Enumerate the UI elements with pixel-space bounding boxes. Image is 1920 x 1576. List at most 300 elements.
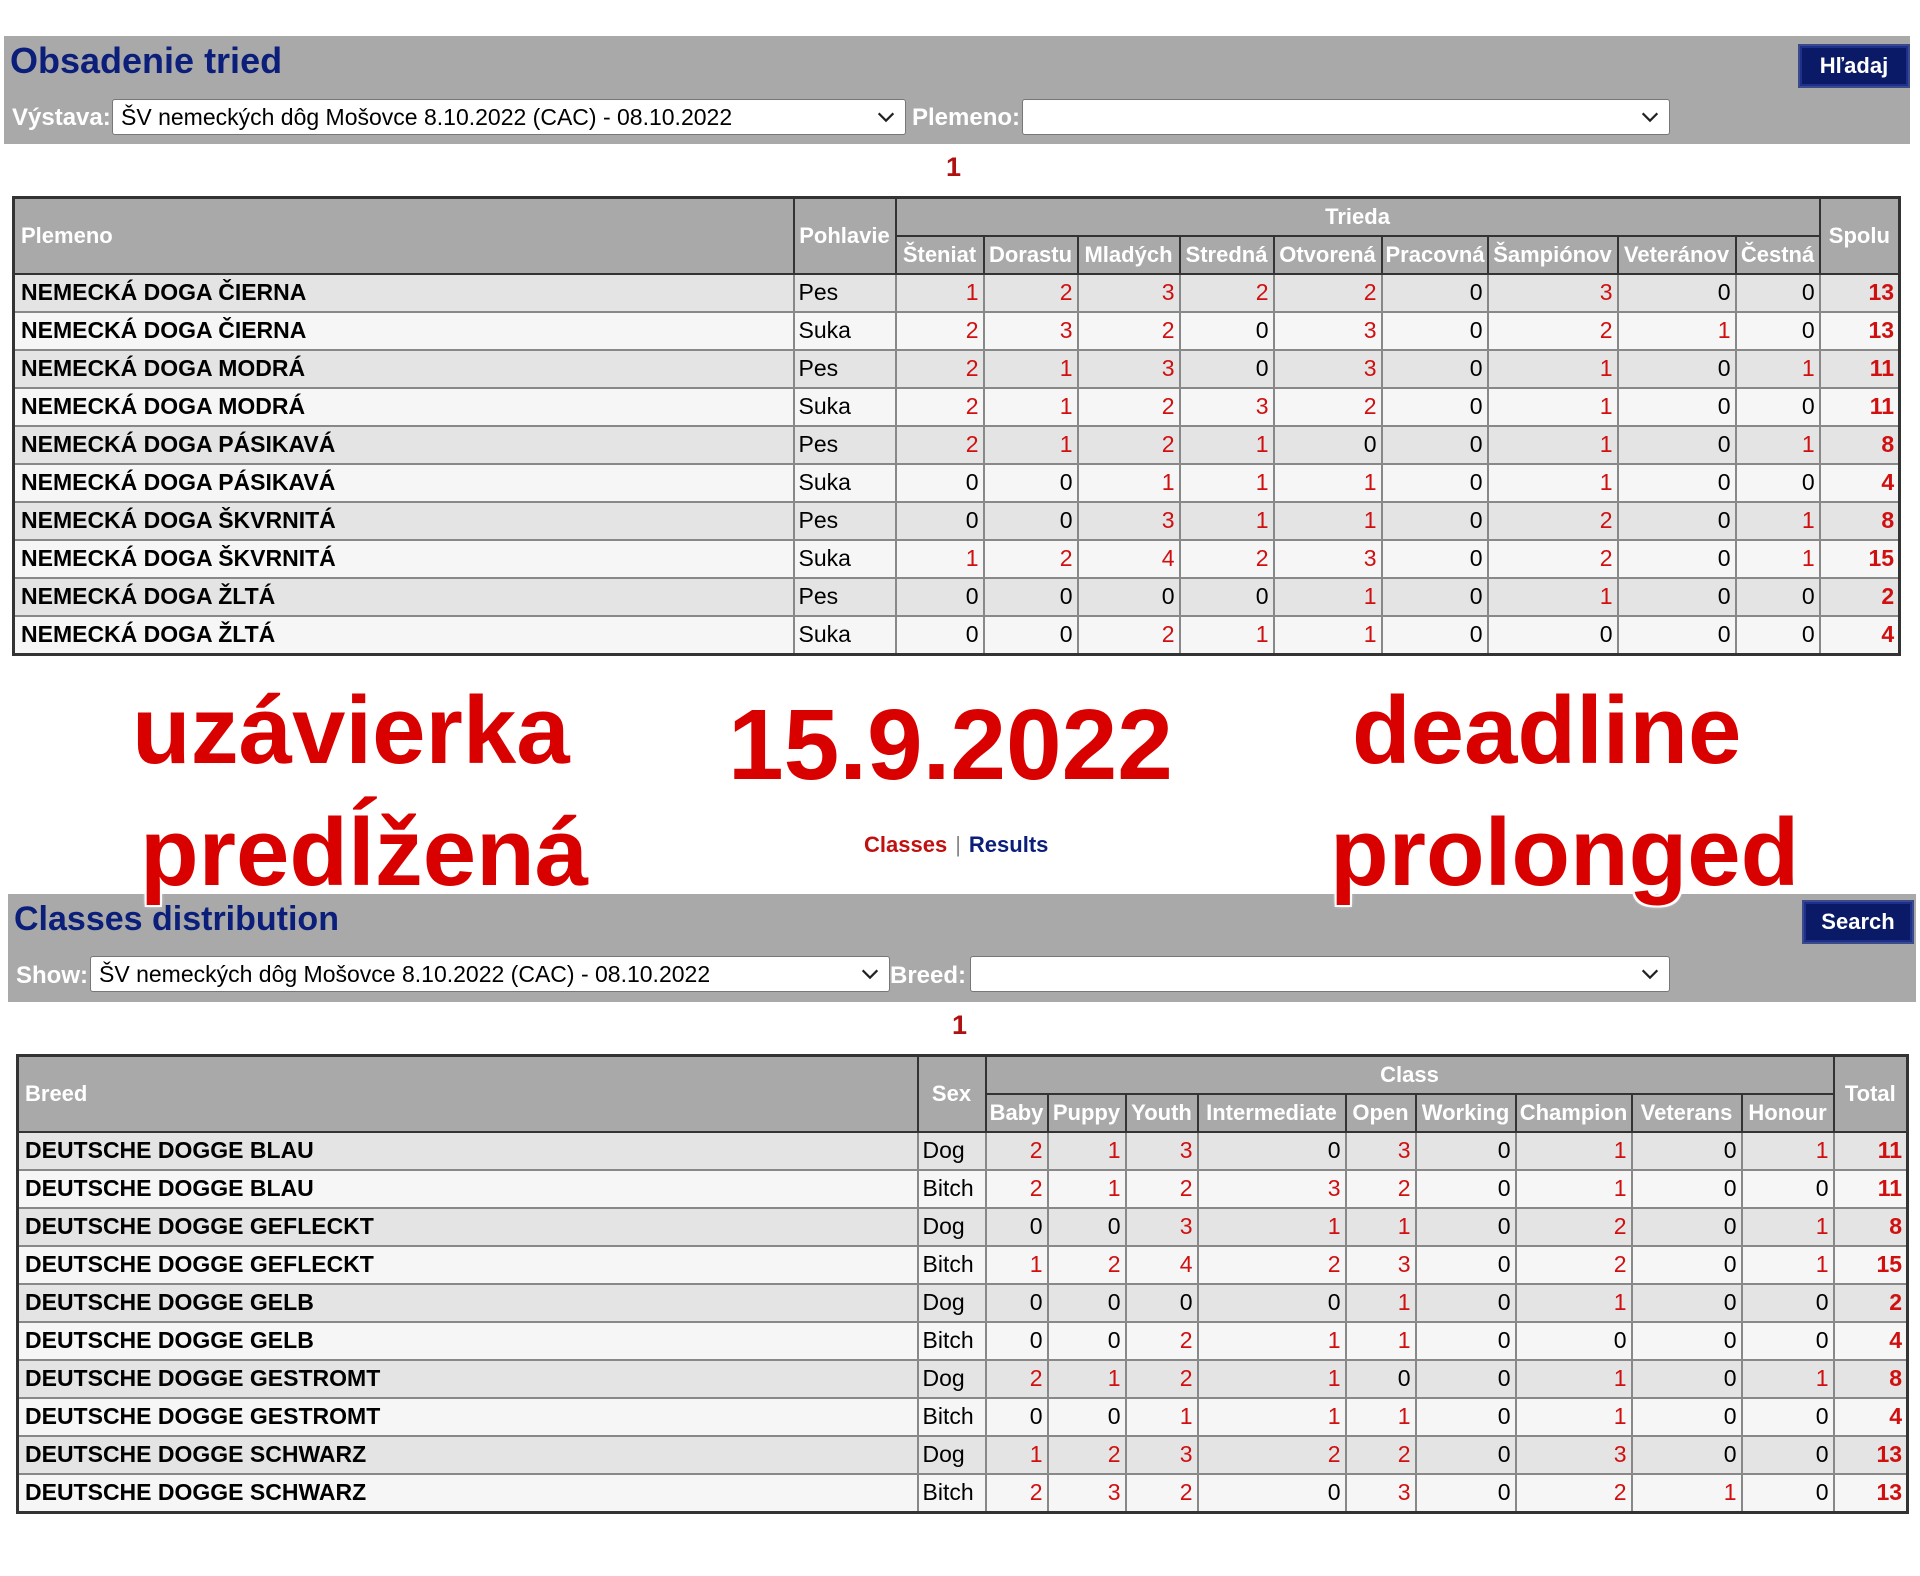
breed-cell: DEUTSCHE DOGGE SCHWARZ bbox=[18, 1474, 918, 1513]
table-row bbox=[14, 274, 1900, 312]
class-count-cell: 1 bbox=[986, 1246, 1048, 1284]
class-count-cell: 2 bbox=[1078, 426, 1180, 464]
class-count-cell: 0 bbox=[1632, 1322, 1742, 1360]
total-cell: 13 bbox=[1820, 312, 1900, 350]
class-count-cell: 1 bbox=[984, 426, 1078, 464]
col-header-class: Veterans bbox=[1632, 1094, 1742, 1132]
deadline-text-en-line1: deadline bbox=[1352, 677, 1742, 784]
table-row bbox=[18, 1170, 1908, 1208]
table-row bbox=[18, 1284, 1908, 1322]
class-count-cell: 0 bbox=[1618, 502, 1736, 540]
class-count-cell: 2 bbox=[986, 1360, 1048, 1398]
class-count-cell: 0 bbox=[1382, 350, 1488, 388]
col-header-sex: Pohlavie bbox=[794, 198, 896, 274]
breed-cell: NEMECKÁ DOGA ŠKVRNITÁ bbox=[14, 540, 794, 578]
chevron-down-icon bbox=[1639, 963, 1661, 985]
class-count-cell: 0 bbox=[1618, 540, 1736, 578]
class-count-cell: 0 bbox=[1180, 350, 1274, 388]
table-row bbox=[18, 1208, 1908, 1246]
col-header-class: Šampiónov bbox=[1488, 236, 1618, 274]
class-count-cell: 0 bbox=[1274, 426, 1382, 464]
class-count-cell: 2 bbox=[1488, 312, 1618, 350]
class-count-cell: 3 bbox=[1274, 312, 1382, 350]
class-count-cell: 3 bbox=[1274, 540, 1382, 578]
class-count-cell: 2 bbox=[1126, 1474, 1198, 1513]
show-select[interactable] bbox=[112, 99, 906, 135]
breed-cell: NEMECKÁ DOGA MODRÁ bbox=[14, 350, 794, 388]
col-header-class: Intermediate bbox=[1198, 1094, 1346, 1132]
table-row bbox=[14, 312, 1900, 350]
class-count-cell: 0 bbox=[1048, 1322, 1126, 1360]
class-count-cell: 2 bbox=[1488, 540, 1618, 578]
class-count-cell: 0 bbox=[1382, 388, 1488, 426]
sex-cell: Suka bbox=[794, 388, 896, 426]
breed-cell: DEUTSCHE DOGGE GELB bbox=[18, 1322, 918, 1360]
class-count-cell: 2 bbox=[1180, 274, 1274, 312]
show-select-value: ŠV nemeckých dôg Mošovce 8.10.2022 (CAC) - 08.10.2022 bbox=[99, 960, 711, 987]
class-count-cell: 0 bbox=[1618, 388, 1736, 426]
table-row bbox=[14, 578, 1900, 616]
total-cell: 8 bbox=[1820, 426, 1900, 464]
class-count-cell: 1 bbox=[1048, 1132, 1126, 1170]
class-count-cell: 2 bbox=[896, 350, 984, 388]
class-count-cell: 0 bbox=[1416, 1436, 1516, 1474]
search-button[interactable]: Hľadaj bbox=[1798, 44, 1910, 88]
table-row bbox=[18, 1360, 1908, 1398]
page-title: Obsadenie tried bbox=[10, 40, 283, 81]
deadline-date: 15.9.2022 bbox=[728, 689, 1173, 801]
class-count-cell: 0 bbox=[986, 1208, 1048, 1246]
search-panel-sk bbox=[4, 36, 1910, 144]
class-count-cell: 3 bbox=[1048, 1474, 1126, 1513]
class-count-cell: 0 bbox=[1180, 312, 1274, 350]
search-panel-en bbox=[8, 894, 1916, 1002]
class-count-cell: 2 bbox=[1126, 1322, 1198, 1360]
page-title: Classes distribution bbox=[14, 900, 339, 938]
class-count-cell: 1 bbox=[1618, 312, 1736, 350]
class-count-cell: 0 bbox=[1198, 1284, 1346, 1322]
class-count-cell: 3 bbox=[1126, 1208, 1198, 1246]
show-select-value: ŠV nemeckých dôg Mošovce 8.10.2022 (CAC) - 08.10.2022 bbox=[121, 103, 733, 130]
class-count-cell: 1 bbox=[1274, 616, 1382, 655]
class-count-cell: 0 bbox=[1618, 274, 1736, 312]
sex-cell: Suka bbox=[794, 616, 896, 655]
class-count-cell: 0 bbox=[1742, 1170, 1834, 1208]
nav-links bbox=[864, 832, 1048, 858]
total-cell: 4 bbox=[1820, 616, 1900, 655]
total-cell: 8 bbox=[1834, 1208, 1908, 1246]
class-count-cell: 0 bbox=[1632, 1398, 1742, 1436]
sex-cell: Dog bbox=[918, 1360, 986, 1398]
sex-cell: Bitch bbox=[918, 1322, 986, 1360]
total-cell: 8 bbox=[1834, 1360, 1908, 1398]
sex-cell: Pes bbox=[794, 578, 896, 616]
sex-cell: Pes bbox=[794, 426, 896, 464]
class-count-cell: 0 bbox=[1382, 426, 1488, 464]
class-count-cell: 0 bbox=[1632, 1360, 1742, 1398]
class-count-cell: 0 bbox=[986, 1322, 1048, 1360]
class-count-cell: 2 bbox=[1346, 1436, 1416, 1474]
sex-cell: Bitch bbox=[918, 1398, 986, 1436]
class-count-cell: 0 bbox=[1618, 578, 1736, 616]
class-count-cell: 2 bbox=[986, 1170, 1048, 1208]
chevron-down-icon bbox=[875, 106, 897, 128]
table-row bbox=[14, 426, 1900, 464]
col-header-class: Dorastu bbox=[984, 236, 1078, 274]
class-count-cell: 1 bbox=[1516, 1398, 1632, 1436]
class-count-cell: 1 bbox=[1198, 1322, 1346, 1360]
class-count-cell: 3 bbox=[1274, 350, 1382, 388]
table-row bbox=[18, 1132, 1908, 1170]
class-count-cell: 0 bbox=[1382, 616, 1488, 655]
class-count-cell: 1 bbox=[1048, 1360, 1126, 1398]
class-count-cell: 1 bbox=[1516, 1360, 1632, 1398]
classes-table-sk bbox=[12, 196, 1901, 656]
col-header-class: Champion bbox=[1516, 1094, 1632, 1132]
col-header-class: Pracovná bbox=[1382, 236, 1488, 274]
total-cell: 15 bbox=[1820, 540, 1900, 578]
class-count-cell: 1 bbox=[1274, 464, 1382, 502]
breed-cell: NEMECKÁ DOGA ČIERNA bbox=[14, 274, 794, 312]
class-count-cell: 2 bbox=[1346, 1170, 1416, 1208]
col-header-class: Open bbox=[1346, 1094, 1416, 1132]
breed-select[interactable] bbox=[970, 956, 1670, 992]
class-count-cell: 3 bbox=[1180, 388, 1274, 426]
table-row bbox=[18, 1474, 1908, 1513]
sex-cell: Dog bbox=[918, 1436, 986, 1474]
class-count-cell: 1 bbox=[1488, 464, 1618, 502]
total-cell: 11 bbox=[1820, 388, 1900, 426]
class-count-cell: 0 bbox=[1516, 1322, 1632, 1360]
class-count-cell: 0 bbox=[986, 1398, 1048, 1436]
col-header-class: Čestná bbox=[1736, 236, 1820, 274]
col-header-class: Puppy bbox=[1048, 1094, 1126, 1132]
class-count-cell: 1 bbox=[1346, 1284, 1416, 1322]
class-count-cell: 0 bbox=[986, 1284, 1048, 1322]
total-cell: 11 bbox=[1834, 1170, 1908, 1208]
class-count-cell: 1 bbox=[1516, 1132, 1632, 1170]
col-header-breed: Plemeno bbox=[14, 198, 794, 274]
class-count-cell: 1 bbox=[1198, 1208, 1346, 1246]
class-count-cell: 1 bbox=[986, 1436, 1048, 1474]
col-header-class: Otvorená bbox=[1274, 236, 1382, 274]
class-count-cell: 0 bbox=[1416, 1246, 1516, 1284]
table-row bbox=[14, 388, 1900, 426]
class-count-cell: 0 bbox=[1416, 1398, 1516, 1436]
class-count-cell: 2 bbox=[1516, 1474, 1632, 1513]
class-count-cell: 2 bbox=[896, 312, 984, 350]
class-count-cell: 0 bbox=[1126, 1284, 1198, 1322]
col-header-class: Stredná bbox=[1180, 236, 1274, 274]
table-row bbox=[14, 350, 1900, 388]
breed-cell: NEMECKÁ DOGA MODRÁ bbox=[14, 388, 794, 426]
class-count-cell: 0 bbox=[1632, 1436, 1742, 1474]
class-count-cell: 0 bbox=[1736, 274, 1820, 312]
class-count-cell: 2 bbox=[1274, 274, 1382, 312]
class-count-cell: 0 bbox=[896, 616, 984, 655]
page-number-link[interactable]: 1 bbox=[952, 1010, 968, 1040]
search-button[interactable]: Search bbox=[1802, 900, 1914, 944]
results-link[interactable]: Results bbox=[968, 832, 1049, 857]
col-header-class: Working bbox=[1416, 1094, 1516, 1132]
class-count-cell: 2 bbox=[1048, 1436, 1126, 1474]
sex-cell: Bitch bbox=[918, 1170, 986, 1208]
class-count-cell: 2 bbox=[1126, 1170, 1198, 1208]
breed-cell: DEUTSCHE DOGGE GEFLECKT bbox=[18, 1246, 918, 1284]
show-select[interactable] bbox=[90, 956, 890, 992]
class-count-cell: 2 bbox=[1198, 1436, 1346, 1474]
class-count-cell: 1 bbox=[1488, 578, 1618, 616]
total-cell: 4 bbox=[1834, 1322, 1908, 1360]
breed-cell: DEUTSCHE DOGGE BLAU bbox=[18, 1132, 918, 1170]
table-row bbox=[18, 1398, 1908, 1436]
chevron-down-icon bbox=[1639, 106, 1661, 128]
class-count-cell: 0 bbox=[1632, 1208, 1742, 1246]
class-count-cell: 3 bbox=[1078, 502, 1180, 540]
show-label: Show: bbox=[16, 962, 88, 989]
class-count-cell: 1 bbox=[1516, 1170, 1632, 1208]
class-count-cell: 3 bbox=[984, 312, 1078, 350]
class-count-cell: 0 bbox=[1416, 1170, 1516, 1208]
breed-cell: NEMECKÁ DOGA ŽLTÁ bbox=[14, 616, 794, 655]
class-count-cell: 1 bbox=[1742, 1246, 1834, 1284]
sex-cell: Dog bbox=[918, 1132, 986, 1170]
class-count-cell: 2 bbox=[1274, 388, 1382, 426]
class-count-cell: 2 bbox=[1048, 1246, 1126, 1284]
class-count-cell: 0 bbox=[1198, 1474, 1346, 1513]
col-header-class: Baby bbox=[986, 1094, 1048, 1132]
class-count-cell: 1 bbox=[1346, 1208, 1416, 1246]
class-count-cell: 3 bbox=[1346, 1246, 1416, 1284]
sex-cell: Suka bbox=[794, 312, 896, 350]
class-count-cell: 2 bbox=[1488, 502, 1618, 540]
class-count-cell: 1 bbox=[1742, 1360, 1834, 1398]
class-count-cell: 2 bbox=[1078, 388, 1180, 426]
breed-cell: NEMECKÁ DOGA ČIERNA bbox=[14, 312, 794, 350]
breed-cell: DEUTSCHE DOGGE BLAU bbox=[18, 1170, 918, 1208]
class-count-cell: 1 bbox=[1198, 1360, 1346, 1398]
class-count-cell: 2 bbox=[1516, 1208, 1632, 1246]
total-cell: 4 bbox=[1820, 464, 1900, 502]
breed-select[interactable] bbox=[1022, 99, 1670, 135]
class-count-cell: 0 bbox=[1736, 312, 1820, 350]
class-count-cell: 0 bbox=[1382, 540, 1488, 578]
breed-cell: DEUTSCHE DOGGE GESTROMT bbox=[18, 1398, 918, 1436]
class-count-cell: 1 bbox=[896, 274, 984, 312]
class-count-cell: 0 bbox=[1416, 1360, 1516, 1398]
class-count-cell: 0 bbox=[1382, 578, 1488, 616]
class-count-cell: 0 bbox=[1632, 1170, 1742, 1208]
class-count-cell: 3 bbox=[1126, 1132, 1198, 1170]
sex-cell: Dog bbox=[918, 1284, 986, 1322]
class-count-cell: 0 bbox=[1416, 1284, 1516, 1322]
class-count-cell: 0 bbox=[984, 578, 1078, 616]
total-cell: 11 bbox=[1820, 350, 1900, 388]
class-count-cell: 2 bbox=[1180, 540, 1274, 578]
breed-cell: NEMECKÁ DOGA ŠKVRNITÁ bbox=[14, 502, 794, 540]
total-cell: 8 bbox=[1820, 502, 1900, 540]
sex-cell: Pes bbox=[794, 502, 896, 540]
class-count-cell: 1 bbox=[1488, 426, 1618, 464]
total-cell: 15 bbox=[1834, 1246, 1908, 1284]
class-count-cell: 3 bbox=[1488, 274, 1618, 312]
class-count-cell: 1 bbox=[1180, 464, 1274, 502]
class-count-cell: 2 bbox=[986, 1474, 1048, 1513]
total-cell: 4 bbox=[1834, 1398, 1908, 1436]
class-count-cell: 0 bbox=[1618, 616, 1736, 655]
total-cell: 13 bbox=[1834, 1436, 1908, 1474]
class-count-cell: 1 bbox=[1274, 502, 1382, 540]
class-count-cell: 1 bbox=[1048, 1170, 1126, 1208]
class-count-cell: 2 bbox=[986, 1132, 1048, 1170]
class-count-cell: 1 bbox=[1488, 388, 1618, 426]
deadline-text-en-line2: prolonged bbox=[1330, 799, 1800, 906]
class-count-cell: 0 bbox=[1736, 578, 1820, 616]
class-count-cell: 1 bbox=[1274, 578, 1382, 616]
col-header-class: Honour bbox=[1742, 1094, 1834, 1132]
class-count-cell: 1 bbox=[1736, 540, 1820, 578]
total-cell: 2 bbox=[1834, 1284, 1908, 1322]
class-count-cell: 0 bbox=[1488, 616, 1618, 655]
sex-cell: Pes bbox=[794, 350, 896, 388]
class-count-cell: 2 bbox=[1516, 1246, 1632, 1284]
class-count-cell: 0 bbox=[1382, 274, 1488, 312]
class-count-cell: 0 bbox=[1736, 388, 1820, 426]
class-count-cell: 0 bbox=[1618, 464, 1736, 502]
class-count-cell: 0 bbox=[1048, 1398, 1126, 1436]
col-header-class: Mladých bbox=[1078, 236, 1180, 274]
class-count-cell: 0 bbox=[1382, 464, 1488, 502]
class-count-cell: 0 bbox=[1048, 1208, 1126, 1246]
col-header-total: Spolu bbox=[1820, 198, 1900, 274]
classes-link[interactable]: Classes bbox=[864, 832, 948, 857]
class-count-cell: 1 bbox=[984, 388, 1078, 426]
class-count-cell: 0 bbox=[1416, 1322, 1516, 1360]
table-row bbox=[14, 616, 1900, 655]
class-count-cell: 1 bbox=[896, 540, 984, 578]
class-count-cell: 1 bbox=[1198, 1398, 1346, 1436]
class-count-cell: 0 bbox=[1198, 1132, 1346, 1170]
class-count-cell: 1 bbox=[1126, 1398, 1198, 1436]
sex-cell: Bitch bbox=[918, 1246, 986, 1284]
class-count-cell: 3 bbox=[1126, 1436, 1198, 1474]
class-count-cell: 0 bbox=[984, 464, 1078, 502]
class-count-cell: 0 bbox=[1180, 578, 1274, 616]
class-count-cell: 2 bbox=[896, 426, 984, 464]
class-count-cell: 3 bbox=[1198, 1170, 1346, 1208]
class-count-cell: 0 bbox=[1416, 1208, 1516, 1246]
class-count-cell: 2 bbox=[1078, 312, 1180, 350]
class-count-cell: 1 bbox=[1346, 1398, 1416, 1436]
class-count-cell: 1 bbox=[1180, 502, 1274, 540]
col-header-class-group: Class bbox=[986, 1056, 1834, 1094]
class-count-cell: 0 bbox=[984, 502, 1078, 540]
class-count-cell: 0 bbox=[1742, 1436, 1834, 1474]
class-count-cell: 3 bbox=[1346, 1132, 1416, 1170]
col-header-class: Youth bbox=[1126, 1094, 1198, 1132]
table-row bbox=[14, 502, 1900, 540]
breed-cell: NEMECKÁ DOGA PÁSIKAVÁ bbox=[14, 426, 794, 464]
class-count-cell: 1 bbox=[984, 350, 1078, 388]
col-header-class: Šteniat bbox=[896, 236, 984, 274]
class-count-cell: 2 bbox=[1078, 616, 1180, 655]
class-count-cell: 0 bbox=[1742, 1284, 1834, 1322]
class-count-cell: 0 bbox=[1632, 1246, 1742, 1284]
class-count-cell: 1 bbox=[1516, 1284, 1632, 1322]
class-count-cell: 4 bbox=[1078, 540, 1180, 578]
class-count-cell: 0 bbox=[1618, 426, 1736, 464]
table-row bbox=[18, 1246, 1908, 1284]
col-header-class-group: Trieda bbox=[896, 198, 1820, 236]
breed-cell: DEUTSCHE DOGGE GEFLECKT bbox=[18, 1208, 918, 1246]
page-number-link[interactable]: 1 bbox=[946, 152, 962, 182]
class-count-cell: 1 bbox=[1488, 350, 1618, 388]
class-count-cell: 1 bbox=[1078, 464, 1180, 502]
link-separator: | bbox=[955, 832, 961, 857]
breed-label: Breed: bbox=[890, 962, 967, 989]
class-count-cell: 0 bbox=[1078, 578, 1180, 616]
class-count-cell: 1 bbox=[1736, 502, 1820, 540]
sex-cell: Pes bbox=[794, 274, 896, 312]
total-cell: 2 bbox=[1820, 578, 1900, 616]
class-count-cell: 3 bbox=[1346, 1474, 1416, 1513]
class-count-cell: 2 bbox=[1198, 1246, 1346, 1284]
class-count-cell: 0 bbox=[896, 502, 984, 540]
total-cell: 13 bbox=[1834, 1474, 1908, 1513]
class-count-cell: 1 bbox=[1632, 1474, 1742, 1513]
table-row bbox=[14, 540, 1900, 578]
sex-cell: Dog bbox=[918, 1208, 986, 1246]
class-count-cell: 2 bbox=[984, 540, 1078, 578]
class-count-cell: 1 bbox=[1180, 426, 1274, 464]
class-count-cell: 0 bbox=[1416, 1474, 1516, 1513]
class-count-cell: 0 bbox=[1382, 502, 1488, 540]
breed-cell: DEUTSCHE DOGGE GELB bbox=[18, 1284, 918, 1322]
class-count-cell: 1 bbox=[1742, 1208, 1834, 1246]
class-count-cell: 4 bbox=[1126, 1246, 1198, 1284]
class-count-cell: 0 bbox=[896, 578, 984, 616]
breed-cell: NEMECKÁ DOGA ŽLTÁ bbox=[14, 578, 794, 616]
class-count-cell: 1 bbox=[1736, 350, 1820, 388]
class-count-cell: 1 bbox=[1346, 1322, 1416, 1360]
class-count-cell: 3 bbox=[1516, 1436, 1632, 1474]
col-header-class: Veteránov bbox=[1618, 236, 1736, 274]
col-header-total: Total bbox=[1834, 1056, 1908, 1132]
class-count-cell: 0 bbox=[1632, 1284, 1742, 1322]
class-count-cell: 0 bbox=[1416, 1132, 1516, 1170]
class-count-cell: 2 bbox=[984, 274, 1078, 312]
class-count-cell: 2 bbox=[896, 388, 984, 426]
table-row bbox=[18, 1322, 1908, 1360]
class-count-cell: 2 bbox=[1126, 1360, 1198, 1398]
total-cell: 11 bbox=[1834, 1132, 1908, 1170]
table-row bbox=[14, 464, 1900, 502]
breed-cell: DEUTSCHE DOGGE GESTROMT bbox=[18, 1360, 918, 1398]
class-count-cell: 1 bbox=[1736, 426, 1820, 464]
class-count-cell: 1 bbox=[1742, 1132, 1834, 1170]
class-count-cell: 3 bbox=[1078, 350, 1180, 388]
classes-table-en bbox=[16, 1054, 1909, 1514]
class-count-cell: 0 bbox=[1736, 464, 1820, 502]
class-count-cell: 0 bbox=[1048, 1284, 1126, 1322]
total-cell: 13 bbox=[1820, 274, 1900, 312]
breed-label: Plemeno: bbox=[912, 104, 1021, 131]
class-count-cell: 3 bbox=[1078, 274, 1180, 312]
sex-cell: Suka bbox=[794, 464, 896, 502]
class-count-cell: 0 bbox=[1382, 312, 1488, 350]
table-row bbox=[18, 1436, 1908, 1474]
class-count-cell: 0 bbox=[1632, 1132, 1742, 1170]
